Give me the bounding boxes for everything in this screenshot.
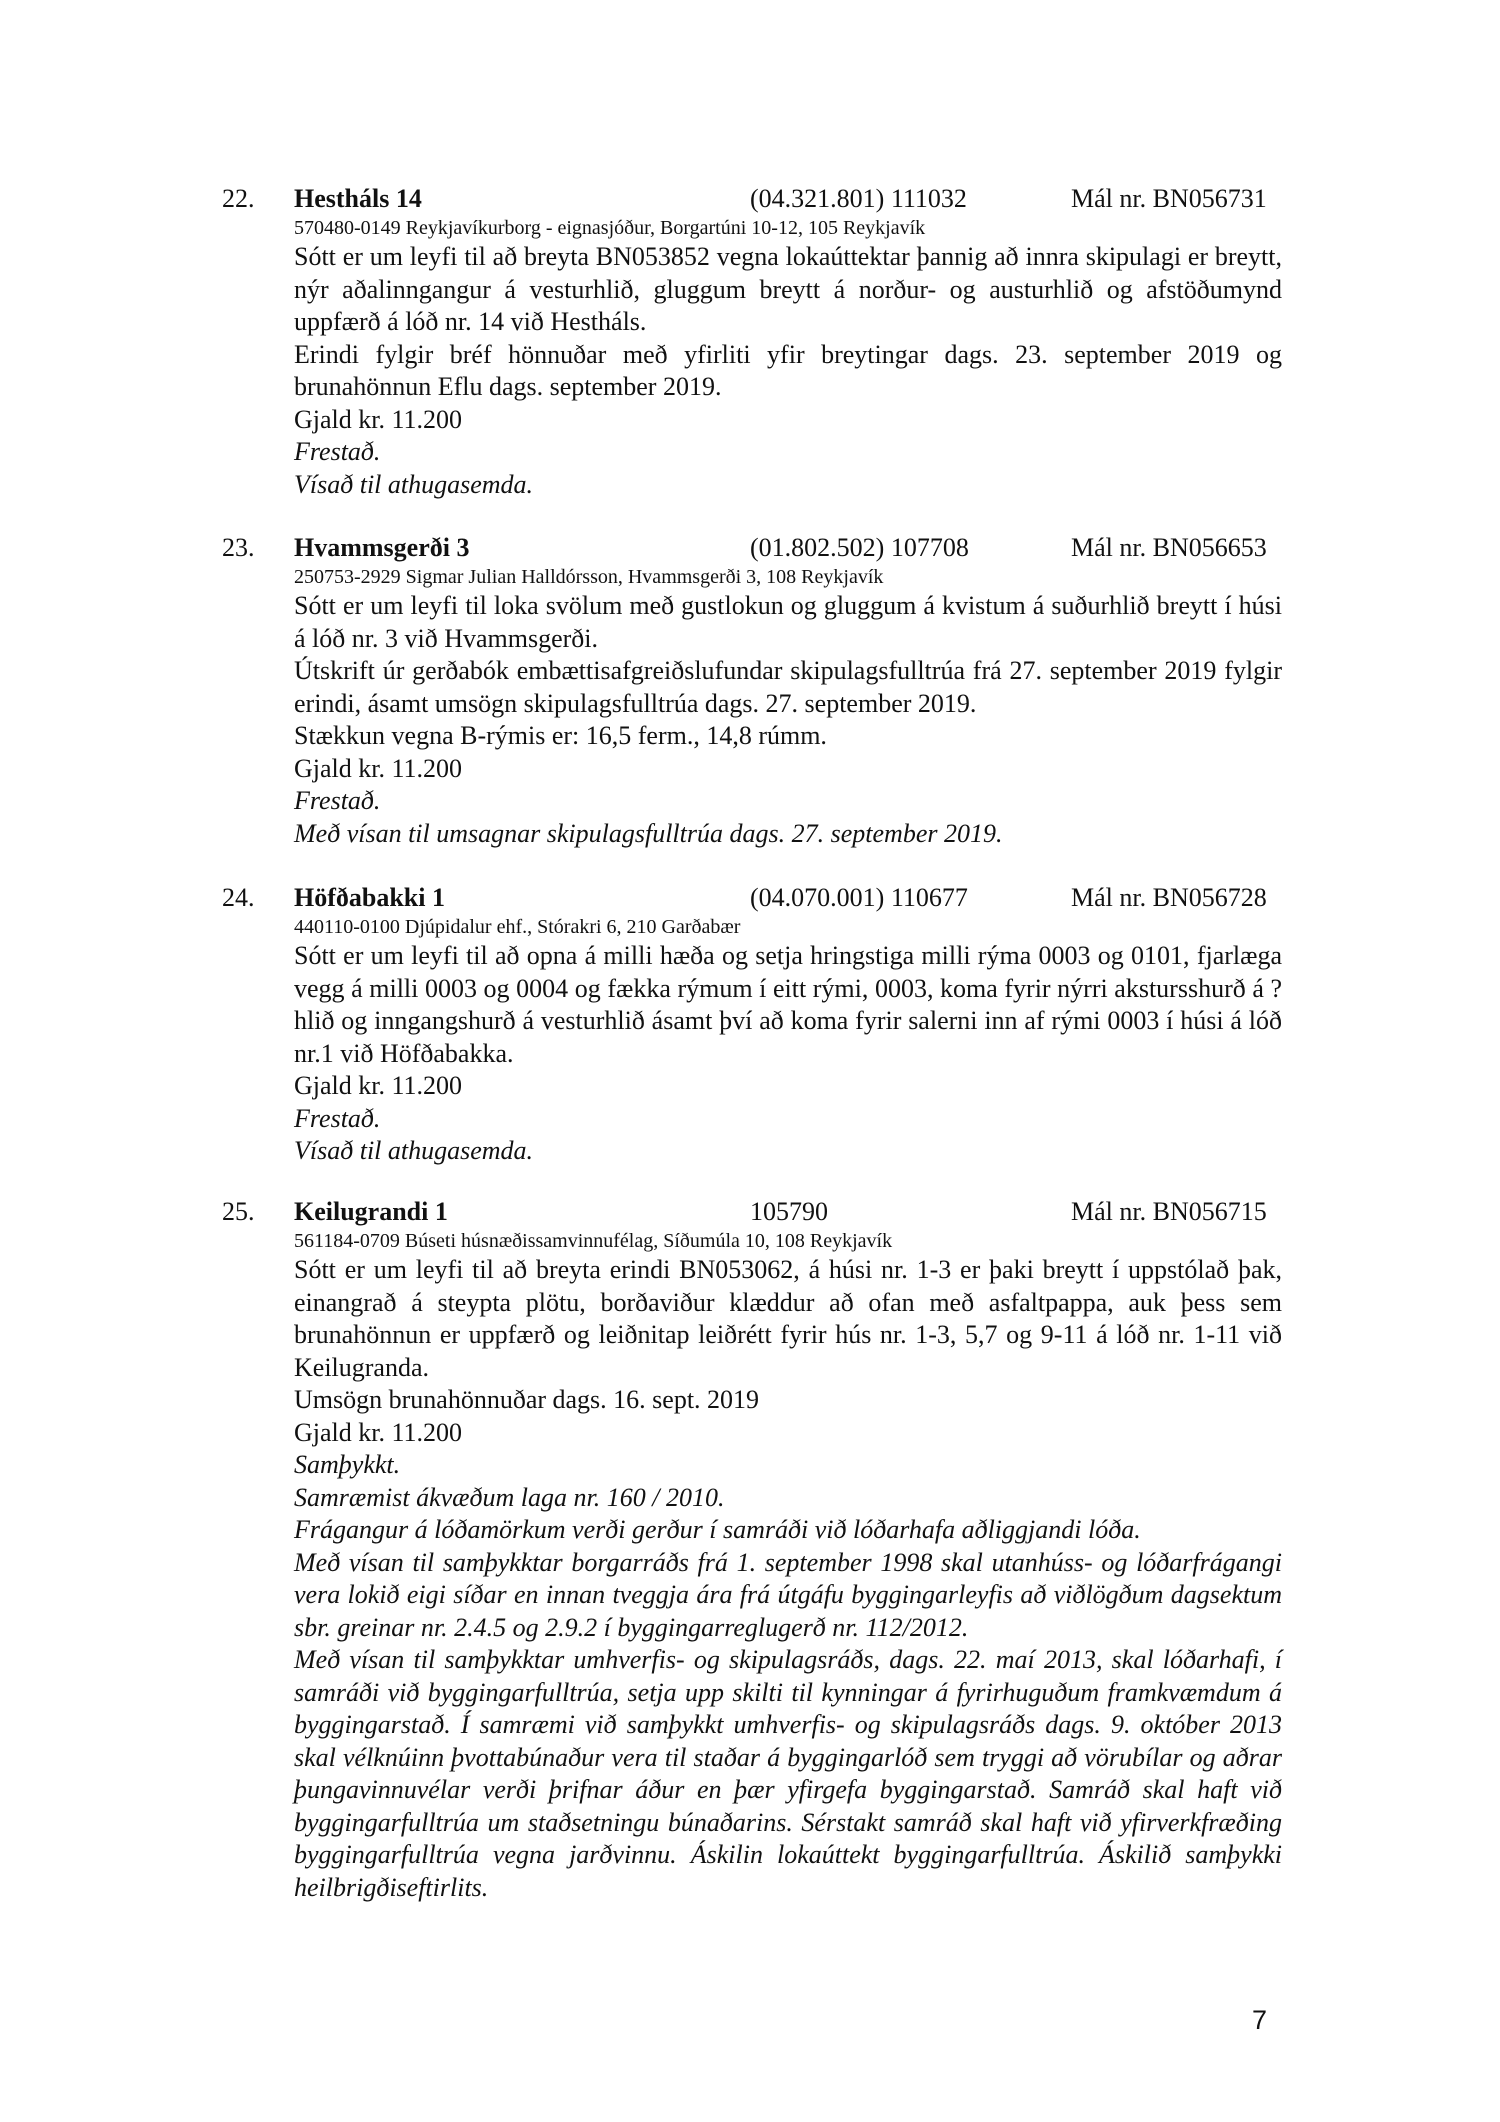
condition: Frágangur á lóðamörkum verði gerður í samráði við lóðarhafa aðliggjandi lóða. <box>294 1515 1141 1544</box>
application-description: Sótt er um leyfi til að breyta BN053852 vegna lokaúttektar þannig að innra skipulagi er breytt, nýr aðalinngangur á vesturhlið, gluggum breytt á norður- og austurhlið og afstöðumynd uppfærð á lóð nr. 14 við Hestháls. <box>294 242 1282 336</box>
attachment-note: Erindi fylgir bréf hönnuðar með yfirliti yfir breytingar dags. 23. september 2019 og brunahönnun Eflu dags. september 2019. <box>294 339 1282 401</box>
applicant: 440110-0100 Djúpidalur ehf., Stórakri 6, 210 Garðabær <box>294 916 741 938</box>
decision: Frestað. <box>294 786 381 815</box>
item-number: 25. <box>222 1197 255 1226</box>
decision: Frestað. <box>294 1103 381 1133</box>
condition: Með vísan til samþykktar umhverfis- og skipulagsráðs, dags. 22. maí 2013, skal lóðarhafi, í samráði við byggingarfulltrúa, setja upp skilti til kynningar á fyrirhuguðum framkvæmdum á byggingarstað. Í samræmi við samþykkt umhverfis- og skipulagsráðs dags. 9. október 2013 skal vélknúinn þvottabúnaður vera til staðar á byggingarlóð sem tryggi að vörubílar og aðrar þungavinnuvélar verði þrifnar áður en þær yfirgefa byggingarstað. Samráð skal haft við byggingarfulltrúa um staðsetningu búnaðarins. Sérstakt samráð skal haft við yfirverkfræðing byggingarfulltrúa vegna jarðvinnu. Áskilin lokaúttekt byggingarfulltrúa. Áskilið samþykki heilbrigðiseftirlits. <box>294 1645 1282 1902</box>
case-number: Mál nr. BN056728 <box>1071 883 1267 912</box>
agenda-item-23 <box>222 532 1282 850</box>
decision-remark: Vísað til athugasemda. <box>294 469 534 499</box>
fee: Gjald kr. 11.200 <box>294 1071 463 1100</box>
land-registry-code: 105790 <box>750 1197 828 1226</box>
attachment-note: Útskrift úr gerðabók embættisafgreiðslufundar skipulagsfulltrúa frá 27. september 2019 fylgir erindi, ásamt umsögn skipulagsfulltrúa dags. 27. september 2019. <box>294 656 1282 718</box>
item-number: 24. <box>222 883 255 912</box>
applicant: 570480-0149 Reykjavíkurborg - eignasjóður, Borgartúni 10-12, 105 Reykjavík <box>294 217 926 239</box>
applicant: 250753-2929 Sigmar Julian Halldórsson, Hvammsgerði 3, 108 Reykjavík <box>294 566 884 588</box>
decision: Frestað. <box>294 437 381 466</box>
case-number: Mál nr. BN056715 <box>1071 1197 1267 1226</box>
item-header <box>222 532 1282 564</box>
fee: Gjald kr. 11.200 <box>294 404 463 434</box>
property-address: Hestháls 14 <box>294 184 422 213</box>
property-address: Hvammsgerði 3 <box>294 533 470 562</box>
application-description: Sótt er um leyfi til að breyta erindi BN053062, á húsi nr. 1-3 er þaki breytt í uppstólað þak, einangrað á steypta plötu, borðaviður klæddur að ofan með asfaltpappa, auk þess sem brunahönnun er uppfærð og leiðnitap leiðrétt fyrir hús nr. 1-3, 5,7 og 9-11 á lóð nr. 1-11 við Keilugranda. <box>294 1255 1282 1382</box>
item-header <box>222 1196 1282 1228</box>
application-description: Sótt er um leyfi til að opna á milli hæða og setja hringstiga milli rýma 0003 og 0101, fjarlæga vegg á milli 0003 og 0004 og fækka rýmum í eitt rými, 0003, koma fyrir nýrri akstursshurð á ? hlið og inngangshurð á vesturhlið ásamt því að koma fyrir salerni inn af rými 0003 í húsi á lóð nr.1 við Höfðabakka. <box>294 941 1282 1068</box>
item-number: 22. <box>222 184 255 213</box>
page-number: 7 <box>1252 2005 1268 2035</box>
decision: Samþykkt. <box>294 1450 401 1479</box>
item-header <box>222 183 1282 215</box>
applicant: 561184-0709 Búseti húsnæðissamvinnufélag, Síðumúla 10, 108 Reykjavík <box>294 1230 893 1252</box>
item-header <box>222 882 1282 914</box>
fee: Gjald kr. 11.200 <box>294 1417 463 1447</box>
land-registry-code: (04.321.801) 111032 <box>750 184 967 213</box>
item-number: 23. <box>222 533 255 562</box>
decision-remark: Með vísan til umsagnar skipulagsfulltrúa dags. 27. september 2019. <box>294 818 1003 848</box>
land-registry-code: (01.802.502) 107708 <box>750 533 969 562</box>
fee: Gjald kr. 11.200 <box>294 753 463 783</box>
application-description: Sótt er um leyfi til loka svölum með gustlokun og gluggum á kvistum á suðurhlið breytt í húsi á lóð nr. 3 við Hvammsgerði. <box>294 591 1282 653</box>
case-number: Mál nr. BN056653 <box>1071 533 1267 562</box>
condition: Með vísan til samþykktar borgarráðs frá 1. september 1998 skal utanhúss- og lóðarfrágangi vera lokið eigi síðar en innan tveggja ára frá útgáfu byggingarleyfis að viðlögðum dagsektum sbr. greinar nr. 2.4.5 og 2.9.2 í byggingarreglugerð nr. 112/2012. <box>294 1547 1282 1642</box>
land-registry-code: (04.070.001) 110677 <box>750 883 968 912</box>
area-increase: Stækkun vegna B-rýmis er: 16,5 ferm., 14,8 rúmm. <box>294 721 827 750</box>
agenda-item-24 <box>222 882 1282 1168</box>
agenda-item-25 <box>222 1196 1282 1904</box>
property-address: Höfðabakki 1 <box>294 883 445 912</box>
attachment-note: Umsögn brunahönnuðar dags. 16. sept. 2019 <box>294 1385 760 1414</box>
agenda-item-22 <box>222 183 1282 501</box>
property-address: Keilugrandi 1 <box>294 1197 448 1226</box>
condition: Samræmist ákvæðum laga nr. 160 / 2010. <box>294 1482 725 1512</box>
decision-remark: Vísað til athugasemda. <box>294 1136 534 1165</box>
case-number: Mál nr. BN056731 <box>1071 184 1267 213</box>
